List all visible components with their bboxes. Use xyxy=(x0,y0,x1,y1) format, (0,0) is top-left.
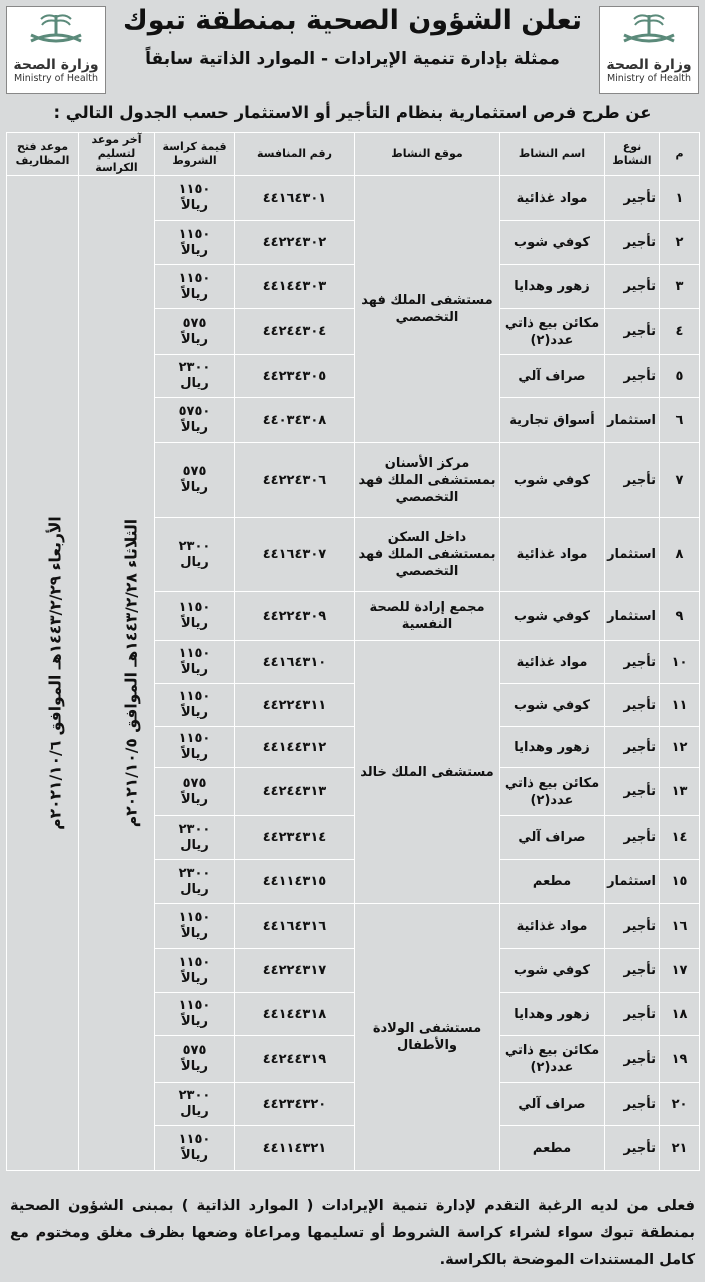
opportunities-table xyxy=(6,132,700,1171)
logo-arabic: وزارة الصحة xyxy=(606,57,692,73)
price-value: ٥٧٥ xyxy=(182,315,207,331)
row-activity: صراف آلي xyxy=(500,816,605,860)
row-type: تأجير xyxy=(605,904,660,949)
opening-date: الأربعاء ١٤٤٣/٢/٢٩هـ الموافق ٢٠٢١/١٠/٦م xyxy=(46,516,65,830)
row-price xyxy=(155,355,235,398)
row-price xyxy=(155,641,235,684)
row-type: تأجير xyxy=(605,265,660,309)
row-activity: مطعم xyxy=(500,860,605,904)
row-type: تأجير xyxy=(605,641,660,684)
row-activity: مكائن بيع ذاتي عدد(٢) xyxy=(500,309,605,355)
price-value: ٢٣٠٠ xyxy=(178,1088,211,1103)
row-type: تأجير xyxy=(605,727,660,768)
row-type: استثمار xyxy=(605,398,660,443)
price-value: ١١٥٠ xyxy=(178,954,211,970)
row-tender: ٤٤١١٤٣١٥ xyxy=(235,860,355,904)
col-activity: اسم النشاط xyxy=(500,133,605,176)
row-site: مستشفى الولادة والأطفال xyxy=(355,904,500,1171)
row-activity: مواد غذائية xyxy=(500,904,605,949)
row-price xyxy=(155,1083,235,1126)
row-type: تأجير xyxy=(605,221,660,265)
col-type: نوع النشاط xyxy=(605,133,660,176)
row-type: تأجير xyxy=(605,309,660,355)
row-price xyxy=(155,221,235,265)
deadline-date: الثلاثاء ١٤٤٣/٢/٢٨هـ الموافق ٢٠٢١/١٠/٥م xyxy=(122,518,141,828)
price-value: ١١٥٠ xyxy=(178,910,211,925)
row-activity: صراف آلي xyxy=(500,355,605,398)
row-price xyxy=(155,1036,235,1083)
row-price xyxy=(155,309,235,355)
row-site: مستشفى الملك فهد التخصصي xyxy=(355,176,500,443)
row-tender: ٤٤٢٢٤٣١٧ xyxy=(235,949,355,993)
row-tender: ٤٤٢٣٤٣٢٠ xyxy=(235,1083,355,1126)
row-number: ١٨ xyxy=(660,993,700,1036)
row-number: ١٠ xyxy=(660,641,700,684)
price-value: ٢٣٠٠ xyxy=(178,538,211,554)
price-value: ٥٧٥ xyxy=(182,775,207,791)
row-tender: ٤٤٢٤٤٣٠٤ xyxy=(235,309,355,355)
row-tender: ٤٤٢٤٤٣١٣ xyxy=(235,768,355,816)
footer-note: فعلى من لديه الرغبة التقدم لإدارة تنمية الإيرادات ( الموارد الذاتية ) بمبنى الشؤون الصحية بمنطقة تبوك سواء لشراء كراسة الشروط أو تسليمها ومراعاة وضعها بظرف مغلق ومختوم مع كامل المستندات الموضحة بالكراسة. xyxy=(10,1198,695,1268)
price-value: ٥٧٥ xyxy=(182,464,207,479)
row-price xyxy=(155,904,235,949)
row-price xyxy=(155,768,235,816)
price-unit: ريالاً xyxy=(181,662,208,677)
row-number: ٧ xyxy=(660,443,700,518)
row-tender: ٤٤١٦٤٣٠١ xyxy=(235,176,355,221)
col-deadline: آخر موعد لتسليم الكراسة xyxy=(79,133,155,176)
row-type: تأجير xyxy=(605,993,660,1036)
palm-swords-emblem-icon xyxy=(614,11,684,55)
price-unit: ريالاً xyxy=(181,242,208,258)
price-value: ١١٥٠ xyxy=(178,600,211,615)
row-type: استثمار xyxy=(605,860,660,904)
row-activity: زهور وهدايا xyxy=(500,727,605,768)
row-tender: ٤٤١٦٤٣١٠ xyxy=(235,641,355,684)
col-price: قيمة كراسة الشروط xyxy=(155,133,235,176)
price-unit: ريالاً xyxy=(181,1148,208,1163)
titles xyxy=(110,2,595,72)
row-number: ١٢ xyxy=(660,727,700,768)
logo-english: Ministry of Health xyxy=(606,73,692,84)
row-type: تأجير xyxy=(605,816,660,860)
row-number: ١١ xyxy=(660,684,700,727)
row-number: ٦ xyxy=(660,398,700,443)
row-tender: ٤٤٢٢٤٣٠٢ xyxy=(235,221,355,265)
row-type: تأجير xyxy=(605,443,660,518)
row-tender: ٤٤١٤٤٣١٢ xyxy=(235,727,355,768)
price-unit: ريالاً xyxy=(181,198,208,213)
price-unit: ريالاً xyxy=(181,747,208,762)
row-activity: مواد غذائية xyxy=(500,641,605,684)
logo-english: Ministry of Health xyxy=(13,73,99,84)
row-type: تأجير xyxy=(605,1126,660,1171)
row-tender: ٤٤١٦٤٣١٦ xyxy=(235,904,355,949)
row-price xyxy=(155,443,235,518)
price-value: ١١٥٠ xyxy=(178,1132,211,1147)
price-unit: ريالاً xyxy=(181,480,208,495)
deadline-cell xyxy=(79,176,155,1171)
price-unit: ريال xyxy=(180,554,209,570)
row-tender: ٤٤١١٤٣٢١ xyxy=(235,1126,355,1171)
price-value: ١١٥٠ xyxy=(178,182,211,197)
row-tender: ٤٤٢٢٤٣١١ xyxy=(235,684,355,727)
row-site: مستشفى الملك خالد xyxy=(355,641,500,904)
price-unit: ريالاً xyxy=(181,926,208,941)
ministry-logo-left xyxy=(6,6,106,94)
row-tender: ٤٤١٦٤٣٠٧ xyxy=(235,518,355,592)
row-type: تأجير xyxy=(605,1036,660,1083)
row-price xyxy=(155,949,235,993)
col-site: موقع النشاط xyxy=(355,133,500,176)
price-unit: ريالاً xyxy=(181,331,208,347)
row-type: استثمار xyxy=(605,518,660,592)
price-unit: ريالاً xyxy=(181,1059,208,1074)
table-row xyxy=(7,176,700,221)
row-number: ١٤ xyxy=(660,816,700,860)
intro-text: عن طرح فرص استثمارية بنظام التأجير أو الاستثمار حسب الجدول التالي : xyxy=(53,103,652,122)
price-unit: ريالاً xyxy=(181,420,208,435)
row-number: ٤ xyxy=(660,309,700,355)
row-activity: كوفي شوب xyxy=(500,684,605,727)
row-site: مجمع إرادة للصحة النفسية xyxy=(355,592,500,641)
price-unit: ريال xyxy=(180,376,209,391)
price-value: ١١٥٠ xyxy=(178,646,211,661)
row-tender: ٤٤١٤٤٣٠٣ xyxy=(235,265,355,309)
row-tender: ٤٤٢٣٤٣٠٥ xyxy=(235,355,355,398)
price-unit: ريال xyxy=(180,837,209,853)
row-price xyxy=(155,684,235,727)
row-number: ١٩ xyxy=(660,1036,700,1083)
row-number: ٥ xyxy=(660,355,700,398)
row-price xyxy=(155,518,235,592)
row-type: تأجير xyxy=(605,949,660,993)
row-type: تأجير xyxy=(605,355,660,398)
price-value: ٥٧٥ xyxy=(182,1043,207,1058)
row-activity: كوفي شوب xyxy=(500,221,605,265)
row-activity: مطعم xyxy=(500,1126,605,1171)
opening-cell xyxy=(7,176,79,1171)
row-price xyxy=(155,176,235,221)
row-number: ١٥ xyxy=(660,860,700,904)
row-activity: مواد غذائية xyxy=(500,518,605,592)
table-body xyxy=(7,176,700,1171)
row-activity: كوفي شوب xyxy=(500,949,605,993)
row-number: ٢١ xyxy=(660,1126,700,1171)
price-unit: ريالاً xyxy=(181,791,208,807)
row-number: ٨ xyxy=(660,518,700,592)
row-number: ١ xyxy=(660,176,700,221)
row-tender: ٤٤١٤٤٣١٨ xyxy=(235,993,355,1036)
page-title: تعلن الشؤون الصحية بمنطقة تبوك xyxy=(123,5,582,36)
row-activity: مواد غذائية xyxy=(500,176,605,221)
row-price xyxy=(155,592,235,641)
header xyxy=(0,0,705,100)
row-price xyxy=(155,993,235,1036)
price-value: ٢٣٠٠ xyxy=(178,360,211,375)
row-price xyxy=(155,727,235,768)
row-tender: ٤٤٢٢٤٣٠٦ xyxy=(235,443,355,518)
row-site: مركز الأسنان بمستشفى الملك فهد التخصصي xyxy=(355,443,500,518)
row-activity: كوفي شوب xyxy=(500,592,605,641)
price-unit: ريال xyxy=(180,881,209,897)
price-value: ٢٣٠٠ xyxy=(178,821,211,837)
row-type: تأجير xyxy=(605,684,660,727)
price-value: ١١٥٠ xyxy=(178,270,211,286)
ministry-logo-right xyxy=(599,6,699,94)
price-value: ٥٧٥٠ xyxy=(178,404,211,419)
page-subtitle: ممثلة بإدارة تنمية الإيرادات - الموارد الذاتية سابقاً xyxy=(145,49,560,69)
price-value: ١١٥٠ xyxy=(178,689,211,704)
col-opening: موعد فتح المظاريف xyxy=(7,133,79,176)
row-activity: مكائن بيع ذاتي عدد(٢) xyxy=(500,1036,605,1083)
row-number: ١٣ xyxy=(660,768,700,816)
price-value: ١١٥٠ xyxy=(178,226,211,242)
row-tender: ٤٤٠٣٤٣٠٨ xyxy=(235,398,355,443)
row-activity: أسواق تجارية xyxy=(500,398,605,443)
logo-arabic: وزارة الصحة xyxy=(13,57,99,73)
price-value: ٢٣٠٠ xyxy=(178,865,211,881)
row-price xyxy=(155,1126,235,1171)
row-number: ١٦ xyxy=(660,904,700,949)
row-number: ٩ xyxy=(660,592,700,641)
row-activity: كوفي شوب xyxy=(500,443,605,518)
price-unit: ريالاً xyxy=(181,970,208,986)
row-tender: ٤٤٢٣٤٣١٤ xyxy=(235,816,355,860)
row-number: ١٧ xyxy=(660,949,700,993)
price-value: ١١٥٠ xyxy=(178,998,211,1013)
col-num: م xyxy=(660,133,700,176)
table-header-row xyxy=(7,133,700,176)
row-number: ٢٠ xyxy=(660,1083,700,1126)
row-price xyxy=(155,398,235,443)
price-unit: ريال xyxy=(180,1104,209,1119)
price-unit: ريالاً xyxy=(181,705,208,720)
row-site: داخل السكن بمستشفى الملك فهد التخصصي xyxy=(355,518,500,592)
row-number: ٣ xyxy=(660,265,700,309)
col-tender: رقم المنافسة xyxy=(235,133,355,176)
row-activity: زهور وهدايا xyxy=(500,265,605,309)
palm-swords-emblem-icon xyxy=(21,11,91,55)
row-price xyxy=(155,265,235,309)
row-activity: زهور وهدايا xyxy=(500,993,605,1036)
row-tender: ٤٤٢٤٤٣١٩ xyxy=(235,1036,355,1083)
price-unit: ريالاً xyxy=(181,1014,208,1029)
row-type: تأجير xyxy=(605,1083,660,1126)
price-unit: ريالاً xyxy=(181,616,208,631)
row-type: تأجير xyxy=(605,768,660,816)
price-value: ١١٥٠ xyxy=(178,731,211,746)
row-price xyxy=(155,860,235,904)
price-unit: ريالاً xyxy=(181,286,208,302)
row-type: تأجير xyxy=(605,176,660,221)
row-price xyxy=(155,816,235,860)
row-type: استثمار xyxy=(605,592,660,641)
row-activity: صراف آلي xyxy=(500,1083,605,1126)
row-number: ٢ xyxy=(660,221,700,265)
row-tender: ٤٤٢٢٤٣٠٩ xyxy=(235,592,355,641)
row-activity: مكائن بيع ذاتي عدد(٢) xyxy=(500,768,605,816)
